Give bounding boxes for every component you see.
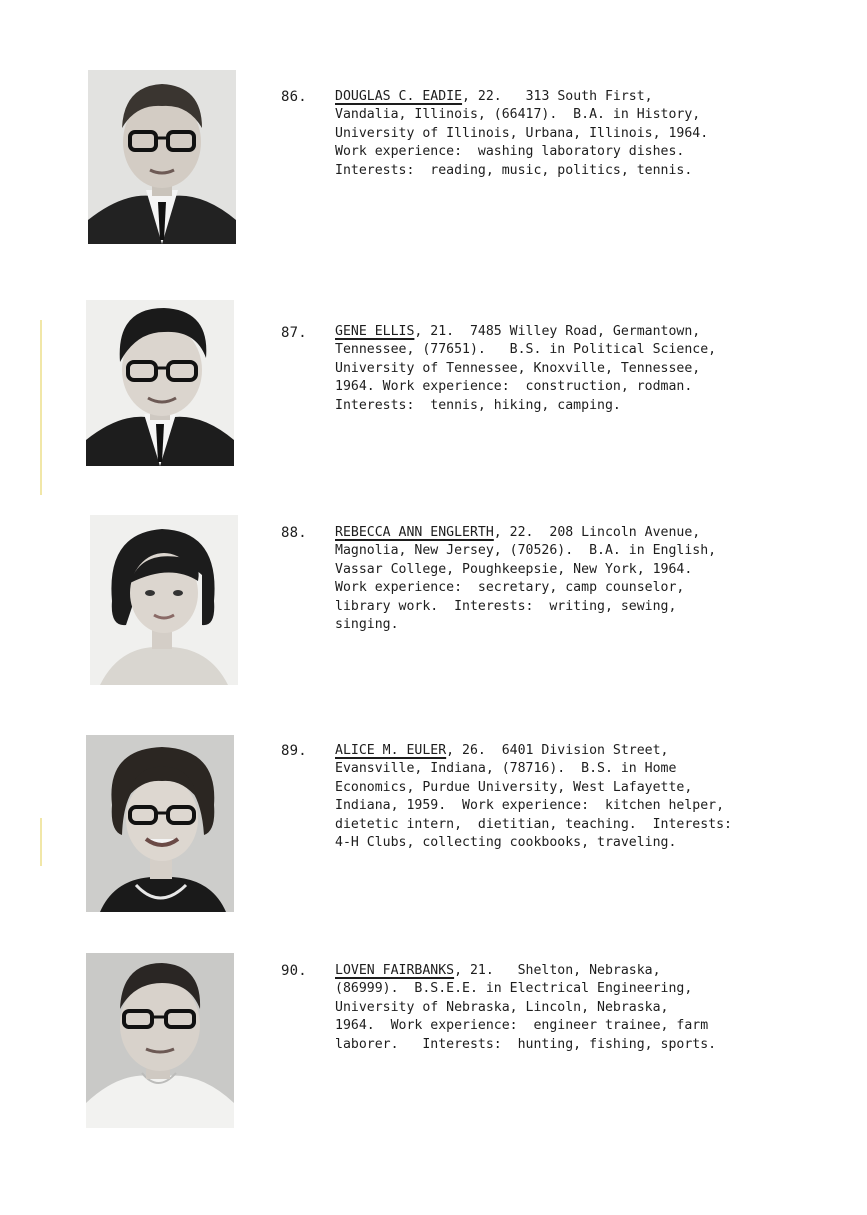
entry-line-2: Evansville, Indiana, (78716). B.S. in Home (335, 761, 677, 777)
entry-line-4: 1964. Work experience: construction, rodman. (335, 379, 693, 395)
entry-line-3: Economics, Purdue University, West Lafayette, (335, 779, 693, 795)
entry-line-5: laborer. Interests: hunting, fishing, sports. (335, 1036, 717, 1052)
entry-number: 88. (281, 525, 307, 541)
entry-line-5: dietetic intern, dietitian, teaching. Interests: (335, 816, 732, 832)
entry-line-1: , 21. Shelton, Nebraska, (454, 963, 661, 978)
entry-text (335, 524, 785, 634)
portrait-photo-86 (88, 70, 236, 244)
entry-text (335, 962, 785, 1054)
entry-line-4: Work experience: washing laboratory dishes. (335, 144, 685, 160)
entry-line-3: University of Nebraska, Lincoln, Nebraska, (335, 999, 669, 1015)
student-name: GENE ELLIS (335, 324, 415, 339)
entry-line-1: , 22. 313 South First, (462, 89, 653, 104)
portrait-man-glasses-icon (86, 953, 234, 1128)
margin-mark (40, 818, 42, 866)
entry-line-2: (86999). B.S.E.E. in Electrical Engineering, (335, 981, 693, 997)
portrait-photo-89 (86, 735, 234, 912)
entry-line-2: Vandalia, Illinois, (66417). B.A. in History, (335, 107, 701, 123)
entry-line-2: Magnolia, New Jersey, (70526). B.A. in English, (335, 543, 717, 559)
portrait-photo-90 (86, 953, 234, 1128)
portrait-man-glasses-icon (86, 300, 234, 466)
entry-line-3: University of Tennessee, Knoxville, Tennessee, (335, 360, 701, 376)
entry-text (335, 323, 785, 415)
entry-line-5: library work. Interests: writing, sewing, (335, 598, 677, 614)
portrait-photo-87 (86, 300, 234, 466)
portrait-woman-icon (90, 515, 238, 685)
entry-line-4: 1964. Work experience: engineer trainee, farm (335, 1018, 709, 1034)
student-name: REBECCA ANN ENGLERTH (335, 525, 494, 540)
entry-line-6: singing. (335, 617, 399, 633)
entry-text (335, 742, 785, 852)
portrait-woman-glasses-icon (86, 735, 234, 912)
entry-line-1: , 21. 7485 Willey Road, Germantown, (414, 324, 701, 339)
margin-mark (40, 320, 42, 495)
entry-line-4: Indiana, 1959. Work experience: kitchen helper, (335, 798, 725, 814)
student-name: LOVEN FAIRBANKS (335, 963, 455, 978)
entry-line-1: , 22. 208 Lincoln Avenue, (493, 525, 701, 540)
portrait-photo-88 (90, 515, 238, 685)
entry-line-1: , 26. 6401 Division Street, (446, 743, 669, 758)
entry-number: 89. (281, 743, 307, 759)
entry-line-4: Work experience: secretary, camp counselor, (335, 580, 685, 596)
student-name: DOUGLAS C. EADIE (335, 89, 463, 104)
entry-number: 86. (281, 89, 307, 105)
entry-number: 90. (281, 963, 307, 979)
entry-number: 87. (281, 325, 307, 341)
entry-line-5: Interests: tennis, hiking, camping. (335, 397, 621, 413)
entry-line-6: 4-H Clubs, collecting cookbooks, traveling. (335, 835, 677, 851)
entry-line-3: University of Illinois, Urbana, Illinois, 1964. (335, 125, 709, 141)
student-name: ALICE M. EULER (335, 743, 447, 758)
entry-line-2: Tennessee, (77651). B.S. in Political Science, (335, 342, 717, 358)
entry-text (335, 88, 785, 180)
entry-line-5: Interests: reading, music, politics, tennis. (335, 162, 693, 178)
entry-line-3: Vassar College, Poughkeepsie, New York, 1964. (335, 561, 693, 577)
portrait-man-glasses-icon (88, 70, 236, 244)
